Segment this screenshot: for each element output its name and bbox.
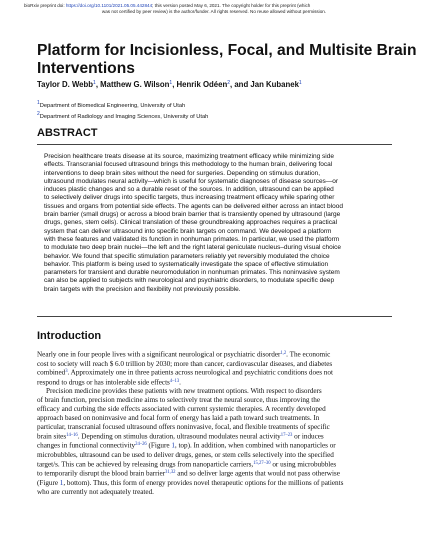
citation-link[interactable]: 3 bbox=[65, 369, 68, 375]
intro-text: Precision medicine provides these patients with new treatment options. With respect to disorders bbox=[46, 387, 322, 396]
author-affil-mark[interactable]: 1 bbox=[169, 80, 173, 86]
intro-text: . The economic bbox=[286, 350, 331, 359]
figure-ref-link[interactable]: 1 bbox=[59, 478, 64, 487]
intro-line bbox=[37, 360, 399, 369]
doi-link[interactable]: https://doi.org/10.1101/2021.05.05.442844 bbox=[65, 3, 153, 8]
intro-text: to temporarily disrupt the blood brain barrier bbox=[37, 469, 166, 478]
intro-text: of brain function, precision medicine aims to selectively treat the neural source, thus improving the bbox=[37, 396, 320, 405]
abstract-top-rule bbox=[37, 144, 392, 145]
intro-text: who are currently not adequately treated. bbox=[37, 487, 154, 496]
author-affil-mark[interactable]: 1 bbox=[298, 80, 302, 86]
header-note-line-1: bioRxiv preprint doi: https://doi.org/10.1101/2021.05.05.442844; this version posted May 6, 2021. The copyright holder for this preprint (which bbox=[24, 3, 311, 8]
intro-line bbox=[37, 423, 399, 432]
abstract-line: parameters for transient and durable neuromodulation in nonhuman primates. This noninvasive system bbox=[44, 269, 340, 277]
abstract-line: to selectively deliver drugs into specific targets, thus increasing treatment efficacy while sparing other bbox=[44, 194, 335, 202]
intro-line bbox=[37, 414, 399, 423]
intro-line bbox=[37, 405, 399, 414]
abstract-line: to modulate two deep brain nuclei—the left and the right lateral geniculate nucleus–during visual choice bbox=[44, 244, 342, 252]
header-note-line-2: was not certified by peer review) is the author/funder. All rights reserved. No reuse allowed without permission. bbox=[101, 8, 327, 14]
intro-text: combined bbox=[37, 369, 66, 377]
abstract-line: tissues and organs from potential side effects. The agents can be delivered either across an intact blood bbox=[44, 202, 343, 210]
intro-text: . bbox=[179, 378, 181, 387]
intro-line bbox=[37, 469, 399, 479]
intro-text: (Figure bbox=[146, 442, 172, 451]
author-name: Taylor D. Webb bbox=[37, 80, 94, 89]
abstract-line: drugs, genes, stem cells). Clinical translation of these groundbreaking approaches requires a practical bbox=[44, 219, 338, 227]
intro-text: or induces bbox=[292, 432, 324, 441]
intro-text: Nearly one in four people lives with a significant neurological or psychiatric disorder bbox=[37, 350, 281, 359]
abstract-body bbox=[44, 153, 396, 294]
citation-link[interactable]: 17–23 bbox=[280, 432, 293, 438]
abstract-line: ultrasound modulates neural activity—which is useful for systematic diagnoses of disease sources—or bbox=[44, 177, 339, 185]
intro-text: efficacy and curbing the side effects associated with current systemic therapies. A recently developed bbox=[37, 405, 326, 414]
author-affil-mark[interactable]: 2 bbox=[227, 80, 231, 86]
abstract-line: brain targets with the precision and flexibility not previously possible. bbox=[44, 285, 241, 293]
abstract-line: behavior. This platform is being used to systematically investigate the space of effective stimulation bbox=[44, 260, 329, 268]
intro-text: microbubbles, ultrasound can be used to deliver drugs, genes, or stem cells selectively into the specified bbox=[37, 450, 334, 459]
intro-line bbox=[37, 479, 399, 488]
affiliation-list bbox=[37, 99, 397, 121]
abstract-line: can also be applied to subjects with neurological and psychiatric disorders, to modulate specific deep bbox=[44, 277, 335, 285]
abstract-line: behavior. We found that specific stimulation parameters reliably yet reversibly modulated the choice bbox=[44, 252, 330, 260]
intro-line bbox=[37, 368, 399, 378]
title-line: Platform for Incisionless, Focal, and Multisite Brain bbox=[37, 42, 417, 59]
intro-text: . Depending on stimulus duration, ultrasound modulates neural activity bbox=[77, 432, 281, 441]
abstract-line: Precision healthcare treats disease at its source, maximizing treatment efficacy while minimizing side bbox=[44, 153, 334, 160]
intro-line bbox=[37, 451, 399, 460]
author-affil-mark[interactable]: 1 bbox=[93, 80, 96, 86]
affiliation: 2Department of Radiology and Imaging Sciences, University of Utah bbox=[37, 111, 209, 120]
intro-line bbox=[37, 378, 399, 388]
intro-text: brain sites bbox=[37, 432, 67, 441]
abstract-heading: ABSTRACT bbox=[37, 127, 98, 139]
intro-line bbox=[37, 460, 399, 470]
intro-line bbox=[37, 387, 399, 396]
citation-link[interactable]: 31,32 bbox=[165, 470, 176, 476]
author-name: Henrik Odéen bbox=[176, 80, 228, 89]
abstract-line: effects. Transcranial focused ultrasound brings this methodology to the human brain, delivering focal bbox=[44, 161, 333, 169]
preprint-header-note bbox=[24, 3, 404, 14]
citation-link[interactable]: 15,27–30 bbox=[253, 460, 271, 466]
citation-link[interactable]: 24–26 bbox=[135, 442, 147, 448]
intro-text: . Approximately one in three patients across neurological and psychiatric conditions does not bbox=[67, 369, 333, 377]
title-line: Interventions bbox=[37, 59, 135, 77]
intro-text: , top). In addition, when combined with nanoparticles or bbox=[174, 442, 336, 451]
abstract-line: brain barrier (small drugs) or across a blood brain barrier that is transiently opened by ultrasound (large bbox=[44, 211, 341, 219]
intro-text: changes in functional connectivity bbox=[37, 442, 136, 451]
figure-ref-link[interactable]: 1 bbox=[171, 442, 175, 451]
author-name: Jan Kubanek bbox=[250, 80, 299, 89]
intro-text: and so deliver large agents that would not pass otherwise bbox=[175, 469, 340, 478]
abstract-line: interventions to deep brain sites without the need for surgeries. Depending on stimulus duration, bbox=[44, 169, 321, 177]
intro-text: , bottom). Thus, this form of energy provides novel therapeutic options for the millions of patients bbox=[63, 478, 344, 487]
intro-text: or using microbubbles bbox=[270, 460, 337, 469]
abstract-line: induces plastic changes and so a durable reset of the sources. In addition, ultrasound can be applied bbox=[44, 186, 334, 194]
citation-link[interactable]: 1,2 bbox=[280, 351, 287, 356]
introduction-heading: Introduction bbox=[37, 330, 102, 342]
affiliation: 1Department of Biomedical Engineering, University of Utah bbox=[37, 100, 186, 109]
intro-text: (Figure bbox=[37, 478, 60, 487]
introduction-body bbox=[37, 350, 399, 497]
intro-line bbox=[37, 441, 399, 451]
intro-text: respond to drugs or has intolerable side effects bbox=[37, 378, 170, 387]
intro-text: approach based on noninvasive and focal form of energy has laid a path toward such treatments. In bbox=[37, 414, 320, 423]
intro-text: particular, transcranial focused ultrasound offers noninvasive, focal, and flexible treatments of specific bbox=[37, 423, 330, 432]
citation-link[interactable]: 4–13 bbox=[169, 378, 180, 384]
abstract-line: system that can deliver ultrasound into specific brain targets on command. We developed a platform bbox=[44, 227, 332, 235]
intro-line bbox=[37, 350, 399, 360]
intro-line bbox=[37, 488, 399, 497]
intro-line bbox=[37, 396, 399, 405]
abstract-bottom-rule bbox=[37, 316, 392, 317]
author-name: Matthew G. Wilson bbox=[100, 80, 170, 89]
citation-link[interactable]: 14–16 bbox=[66, 432, 78, 438]
paper-title bbox=[37, 42, 417, 77]
intro-text: target/s. This can be achieved by releasing drugs from nanoparticle carriers, bbox=[37, 460, 254, 469]
author-list: Taylor D. Webb$^1$, Matthew G. Wilson$^1$, Henrik Odéen$^2$, and Jan Kubanek$^1$ bbox=[37, 80, 302, 89]
abstract-line: with these features and validated its function in nonhuman primates. In particular, we used the platform bbox=[44, 235, 340, 243]
intro-line bbox=[37, 432, 399, 442]
intro-text: cost to society will reach $ 6.0 trillion by 2030; more than cancer, cardiovascular diseases, and diabetes bbox=[37, 359, 333, 368]
